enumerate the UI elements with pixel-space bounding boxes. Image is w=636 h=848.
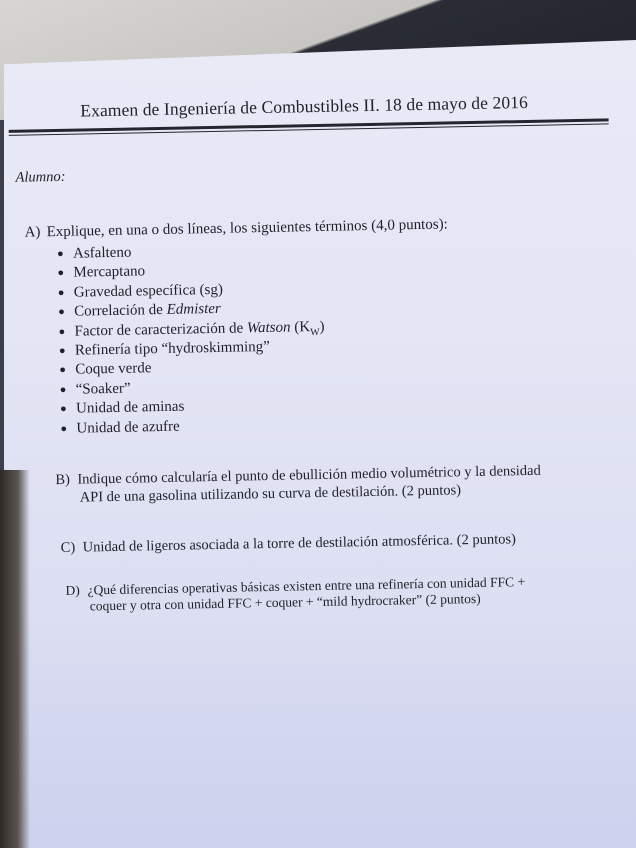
term-text: Unidad de aminas [75,398,185,417]
bullet-icon: ● [59,383,67,396]
question-a-letter: A) [24,224,41,241]
terms-list [57,240,327,439]
question-b-letter: B) [55,471,71,489]
term-text: Factor de caracterización de [74,319,248,340]
term-text: Asfalteno [72,244,132,262]
bullet-icon: ● [57,267,65,280]
term-text: Refinería tipo “hydroskimming” [74,338,271,359]
term-text: Gravedad específica (sg) [73,281,224,301]
question-b-line2: API de una gasolina utilizando su curva de destilación. (2 puntos) [79,482,462,506]
question-d-line2: coquer y otra con unidad FFC + coquer + “mild hydrocraker” (2 puntos) [89,590,481,614]
term-text: “Soaker” [75,380,131,398]
term-tail: ) [319,318,325,335]
question-c [61,528,621,557]
question-d [65,572,626,615]
term-subscript: W [310,326,320,338]
bullet-icon: ● [58,325,66,338]
term-text: Coque verde [75,360,152,379]
student-label: Alumno: [15,168,66,186]
term-emphasis: Edmister [166,301,221,319]
question-d-letter: D) [65,582,80,598]
bullet-icon: ● [58,344,66,357]
question-a-text: Explique, en una o dos líneas, los siguientes términos (4,0 puntos): [46,216,448,241]
bullet-icon: ● [59,402,67,416]
question-d-line1: ¿Qué diferencias operativas básicas existen entre una refinería con unidad FFC + [87,574,526,598]
question-b [55,460,616,507]
term-text: Mercaptano [73,263,146,282]
question-a [24,215,447,241]
question-c-letter: C) [60,539,76,556]
term-text: Unidad de azufre [76,418,180,437]
bullet-icon: ● [56,247,64,260]
bullet-icon: ● [60,422,68,435]
bullet-icon: ● [57,286,65,299]
exam-title: Examen de Ingeniería de Combustibles II. 18 de mayo de 2016 [80,91,529,121]
term-text: Correlación de [74,302,167,320]
term-symbol: (K [290,318,311,336]
bullet-icon: ● [58,306,65,319]
term-emphasis: Watson [246,319,291,336]
bullet-icon: ● [59,364,67,377]
question-c-text: Unidad de ligeros asociada a la torre de destilación atmosférica. (2 puntos) [82,531,517,556]
question-b-line1: Indique cómo calcularía el punto de ebullición medio volumétrico y la densidad [77,462,541,488]
